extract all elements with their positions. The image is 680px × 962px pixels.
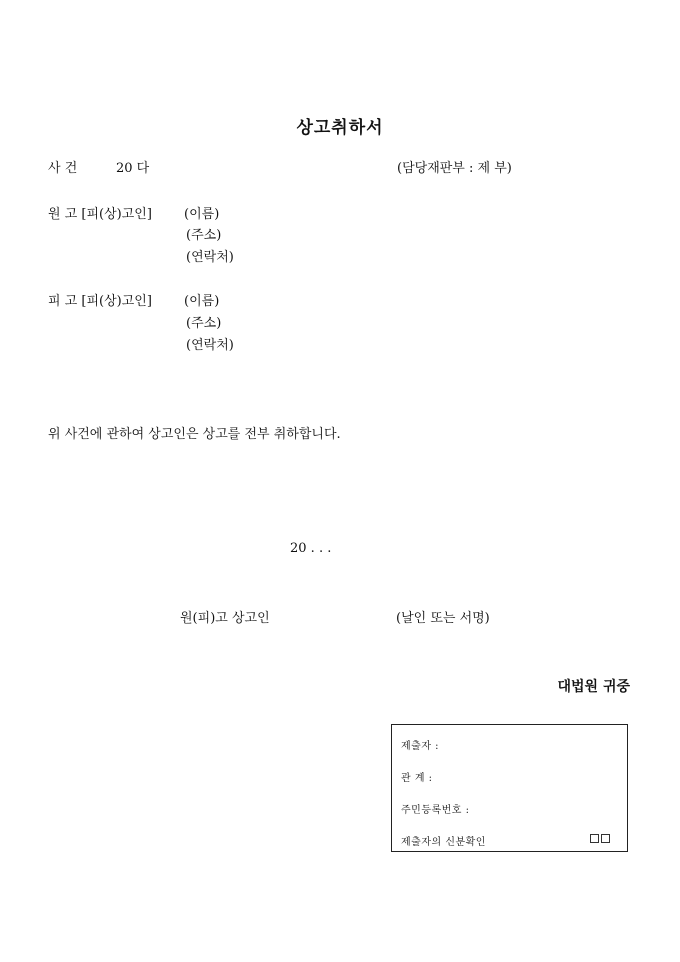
relation-field: 관 계 : <box>401 773 433 784</box>
identity-checkbox-2[interactable] <box>601 834 610 843</box>
signer-label: 원(피)고 상고인 <box>180 611 270 626</box>
defendant-address-label: (주소) <box>186 316 222 331</box>
signature-note: (날인 또는 서명) <box>396 611 490 626</box>
plaintiff-contact-label: (연락처) <box>186 250 234 265</box>
date-line: 20 . . . <box>290 541 332 556</box>
addressee: 대법원 귀중 <box>557 679 630 695</box>
case-number: 20 다 <box>116 161 150 176</box>
identity-check-field: 제출자의 신분확인 <box>401 837 486 848</box>
submitter-field: 제출자 : <box>401 741 440 752</box>
plaintiff-name-label: (이름) <box>184 207 220 222</box>
plaintiff-label: 원 고 [피(상)고인] <box>48 207 152 222</box>
identity-checkbox-1[interactable] <box>590 834 599 843</box>
submission-info-box <box>391 724 628 852</box>
plaintiff-address-label: (주소) <box>186 228 222 243</box>
withdrawal-statement: 위 사건에 관하여 상고인은 상고를 전부 취하합니다. <box>48 427 341 442</box>
document-title: 상고취하서 <box>296 118 384 138</box>
defendant-label: 피 고 [피(상)고인] <box>48 294 152 309</box>
resident-number-field: 주민등록번호 : <box>401 805 470 816</box>
case-label: 사 건 <box>48 161 78 176</box>
defendant-contact-label: (연락처) <box>186 338 234 353</box>
court-division: (담당재판부 : 제 부) <box>397 161 512 176</box>
defendant-name-label: (이름) <box>184 294 220 309</box>
identity-checkboxes <box>588 833 610 844</box>
